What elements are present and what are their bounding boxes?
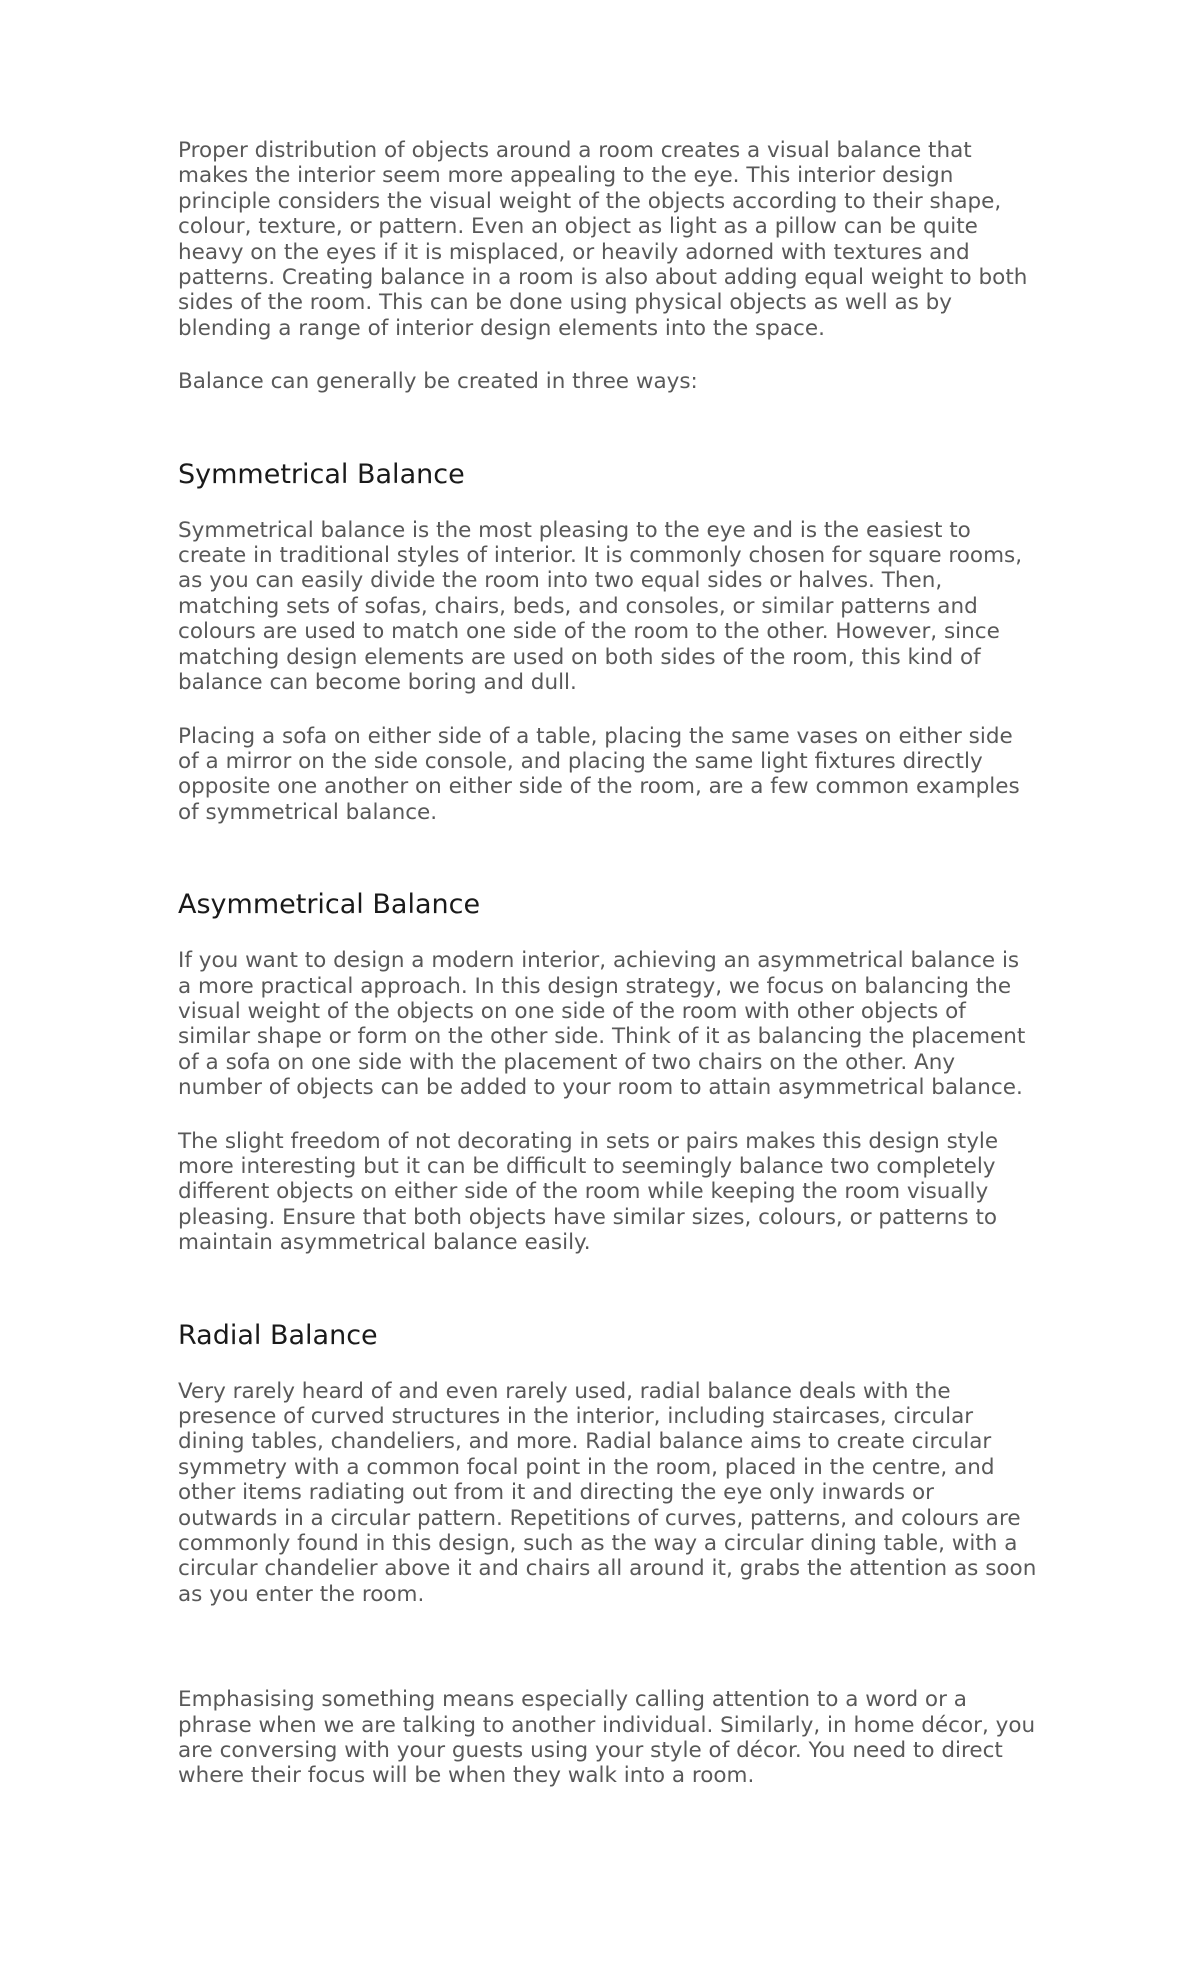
document-page <box>178 138 1038 1789</box>
symmetrical-paragraph-2: Placing a sofa on either side of a table, placing the same vases on either side of a mirror on the side console, and placing the same light fixtures directly opposite one another on either side of the room, are a few common examples of symmetrical balance. <box>178 723 1020 825</box>
asymmetrical-paragraph-2: The slight freedom of not decorating in sets or pairs makes this design style more interesting but it can be difficult to seemingly balance two completely different objects on either side of the room while keeping the room visually pleasing. Ensure that both objects have similar sizes, colours, or patterns to maintain asymmetrical balance easily. <box>178 1128 999 1256</box>
asymmetrical-paragraph-1: If you want to design a modern interior, achieving an asymmetrical balance is a more practical approach. In this design strategy, we focus on balancing the visual weight of the objects on one side of the room with other objects of similar shape or form on the other side. Think of it as balancing the placement of a sofa on one side with the placement of two chairs on the other. Any number of objects can be added to your room to attain asymmetrical balance. <box>178 948 1026 1101</box>
asymmetrical-balance-heading: Asymmetrical Balance <box>178 889 481 921</box>
intro-paragraph: Proper distribution of objects around a room creates a visual balance that makes the interior seem more appealing to the eye. This interior design principle considers the visual weight of the objects according to their shape, colour, texture, or pattern. Even an object as light as a pillow can be quite heavy on the eyes if it is misplaced, or heavily adorned with textures and patterns. Creating balance in a room is also about adding equal weight to both sides of the room. This can be done using physical objects as well as by blending a range of interior design elements into the space. <box>178 138 1028 341</box>
emphasis-paragraph: Emphasising something means especially calling attention to a word or a phrase when we are talking to another individual. Similarly, in home décor, you are conversing with your guests using your style of décor. You need to direct where their focus will be when they walk into a room. <box>178 1687 1036 1789</box>
symmetrical-paragraph-1: Symmetrical balance is the most pleasing to the eye and is the easiest to create in traditional styles of interior. It is commonly chosen for square rooms, as you can easily divide the room into two equal sides or halves. Then, matching sets of sofas, chairs, beds, and consoles, or similar patterns and colours are used to match one side of the room to the other. However, since matching design elements are used on both sides of the room, this kind of balance can become boring and dull. <box>178 517 1023 696</box>
radial-paragraph-1: Very rarely heard of and even rarely used, radial balance deals with the presence of curved structures in the interior, including staircases, circular dining tables, chandeliers, and more. Radial balance aims to create circular symmetry with a common focal point in the room, placed in the centre, and other items radiating out from it and directing the eye only inwards or outwards in a circular pattern. Repetitions of curves, patterns, and colours are commonly found in this design, such as the way a circular dining table, with a circular chandelier above it and chairs all around it, grabs the attention as soon as you enter the room. <box>178 1378 1037 1607</box>
symmetrical-balance-heading: Symmetrical Balance <box>178 458 465 490</box>
intro-ways-paragraph: Balance can generally be created in three ways: <box>178 369 698 395</box>
radial-balance-heading: Radial Balance <box>178 1319 378 1351</box>
